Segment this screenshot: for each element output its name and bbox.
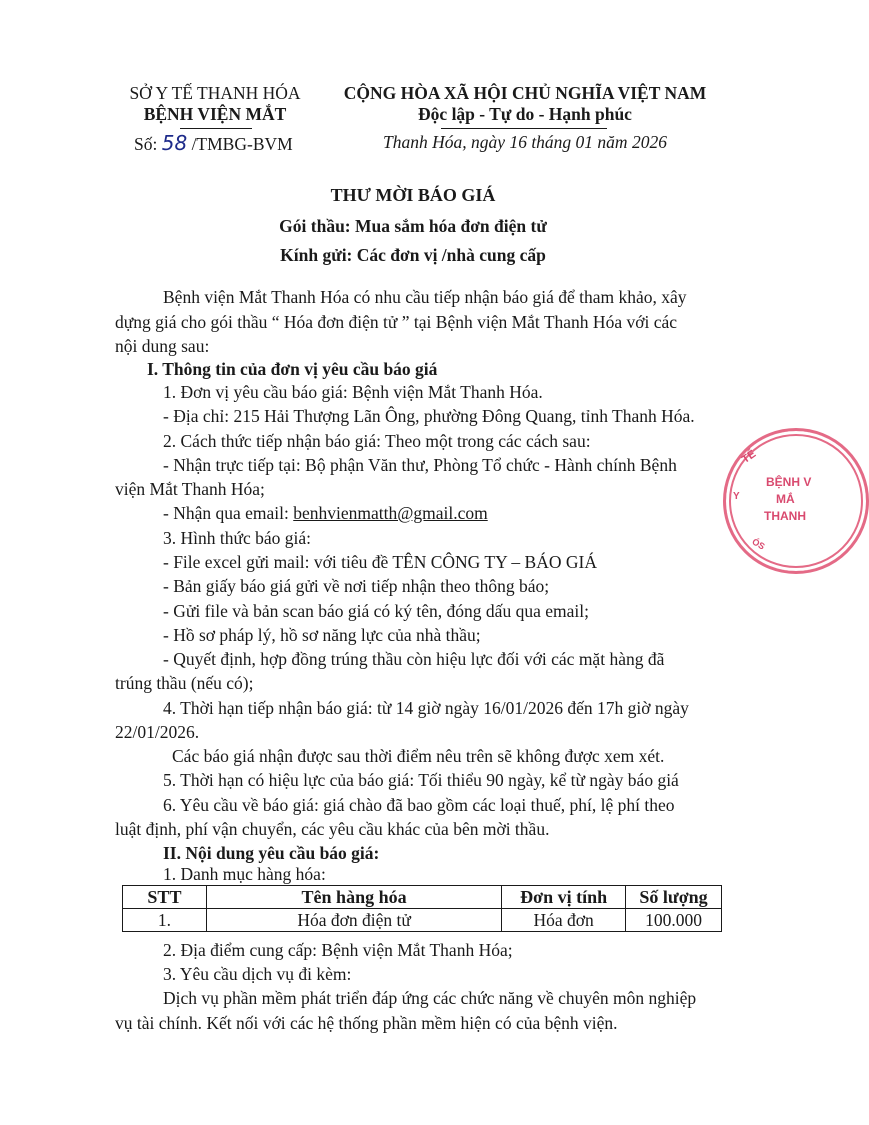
form-paper: - Bản giấy báo giá gửi về nơi tiếp nhận theo thông báo; (163, 576, 550, 596)
price-requirement-line-2: luật định, phí vận chuyển, các yêu cầu khác của bên mời thầu. (115, 819, 550, 839)
col-header-stt: STT (123, 886, 207, 909)
validity-item: 5. Thời hạn có hiệu lực của báo giá: Tối thiểu 90 ngày, kể từ ngày báo giá (163, 770, 679, 790)
document-title: THƯ MỜI BÁO GIÁ (330, 185, 496, 205)
delivery-location: 2. Địa điểm cung cấp: Bệnh viện Mắt Thanh Hóa; (163, 940, 513, 960)
intro-line-2: dựng giá cho gói thầu “ Hóa đơn điện tử ” tại Bệnh viện Mắt Thanh Hóa với các (115, 312, 678, 332)
table-header-row (123, 886, 722, 909)
price-requirement-line-1: 6. Yêu cầu về báo giá: giá chào đã bao gồm các loại thuế, phí, lệ phí theo (163, 795, 675, 815)
country-name: CỘNG HÒA XÃ HỘI CHỦ NGHĨA VIỆT NAM (343, 83, 707, 103)
late-note: Các báo giá nhận được sau thời điểm nêu trên sẽ không được xem xét. (172, 746, 665, 766)
hospital-stamp: TẾ Y BỆNH V MẮ THANH ÓS (723, 428, 869, 574)
form-legal: - Hồ sơ pháp lý, hồ sơ năng lực của nhà thầu; (163, 625, 481, 645)
receive-direct-line-2: viện Mắt Thanh Hóa; (115, 479, 265, 499)
org-name-hospital: BỆNH VIỆN MẮT (143, 104, 287, 124)
col-header-quantity: Số lượng (626, 886, 722, 909)
cell-stt: 1. (123, 909, 207, 932)
cell-unit: Hóa đơn (502, 909, 626, 932)
doc-number: Số: 58 /TMBG-BVM (134, 131, 293, 155)
section-1-heading: I. Thông tin của đơn vị yêu cầu báo giá (147, 359, 438, 379)
motto-underline (441, 128, 607, 129)
requester-item: 1. Đơn vị yêu cầu báo giá: Bệnh viện Mắt Thanh Hóa. (163, 382, 543, 402)
doc-number-handwritten: 58 (161, 131, 188, 155)
goods-table (122, 885, 722, 932)
table-row (123, 909, 722, 932)
service-requirement-item: 3. Yêu cầu dịch vụ đi kèm: (163, 964, 352, 984)
place-date: Thanh Hóa, ngày 16 tháng 01 năm 2026 (383, 132, 667, 152)
org-underline (180, 128, 252, 129)
org-name-department: SỞ Y TẾ THANH HÓA (129, 83, 301, 103)
service-line-1: Dịch vụ phần mềm phát triển đáp ứng các chức năng về chuyên môn nghiệp (163, 988, 697, 1008)
form-excel: - File excel gửi mail: với tiêu đề TÊN CÔNG TY – BÁO GIÁ (163, 552, 597, 572)
receive-email-line: - Nhận qua email: benhvienmatth@gmail.com (163, 503, 488, 523)
package-name: Gói thầu: Mua sắm hóa đơn điện tử (279, 216, 547, 236)
deadline-line-1: 4. Thời hạn tiếp nhận báo giá: từ 14 giờ ngày 16/01/2026 đến 17h giờ ngày (163, 698, 689, 718)
quote-form-item: 3. Hình thức báo giá: (163, 528, 311, 548)
intro-line-1: Bệnh viện Mắt Thanh Hóa có nhu cầu tiếp nhận báo giá để tham khảo, xây (163, 287, 687, 307)
cell-quantity: 100.000 (626, 909, 722, 932)
goods-list-item: 1. Danh mục hàng hóa: (163, 864, 326, 884)
col-header-unit: Đơn vị tính (502, 886, 626, 909)
form-contract-line-1: - Quyết định, hợp đồng trúng thầu còn hiệu lực đối với các mặt hàng đã (163, 649, 665, 669)
email-link[interactable]: benhvienmatth@gmail.com (293, 503, 488, 523)
receive-direct-line-1: - Nhận trực tiếp tại: Bộ phận Văn thư, Phòng Tổ chức - Hành chính Bệnh (163, 455, 677, 475)
col-header-name: Tên hàng hóa (206, 886, 501, 909)
recipient-line: Kính gửi: Các đơn vị /nhà cung cấp (280, 245, 546, 265)
requester-address: - Địa chỉ: 215 Hải Thượng Lãn Ông, phường Đông Quang, tỉnh Thanh Hóa. (163, 406, 695, 426)
service-line-2: vụ tài chính. Kết nối với các hệ thống phần mềm hiện có của bệnh viện. (115, 1013, 618, 1033)
form-scan: - Gửi file và bản scan báo giá có ký tên, đóng dấu qua email; (163, 601, 589, 621)
section-2-heading: II. Nội dung yêu cầu báo giá: (163, 843, 380, 863)
form-contract-line-2: trúng thầu (nếu có); (115, 673, 254, 693)
cell-name: Hóa đơn điện tử (206, 909, 501, 932)
intro-line-3: nội dung sau: (115, 336, 210, 356)
deadline-line-2: 22/01/2026. (115, 722, 200, 742)
receiving-method-item: 2. Cách thức tiếp nhận báo giá: Theo một trong các cách sau: (163, 431, 591, 451)
national-motto: Độc lập - Tự do - Hạnh phúc (418, 104, 632, 124)
